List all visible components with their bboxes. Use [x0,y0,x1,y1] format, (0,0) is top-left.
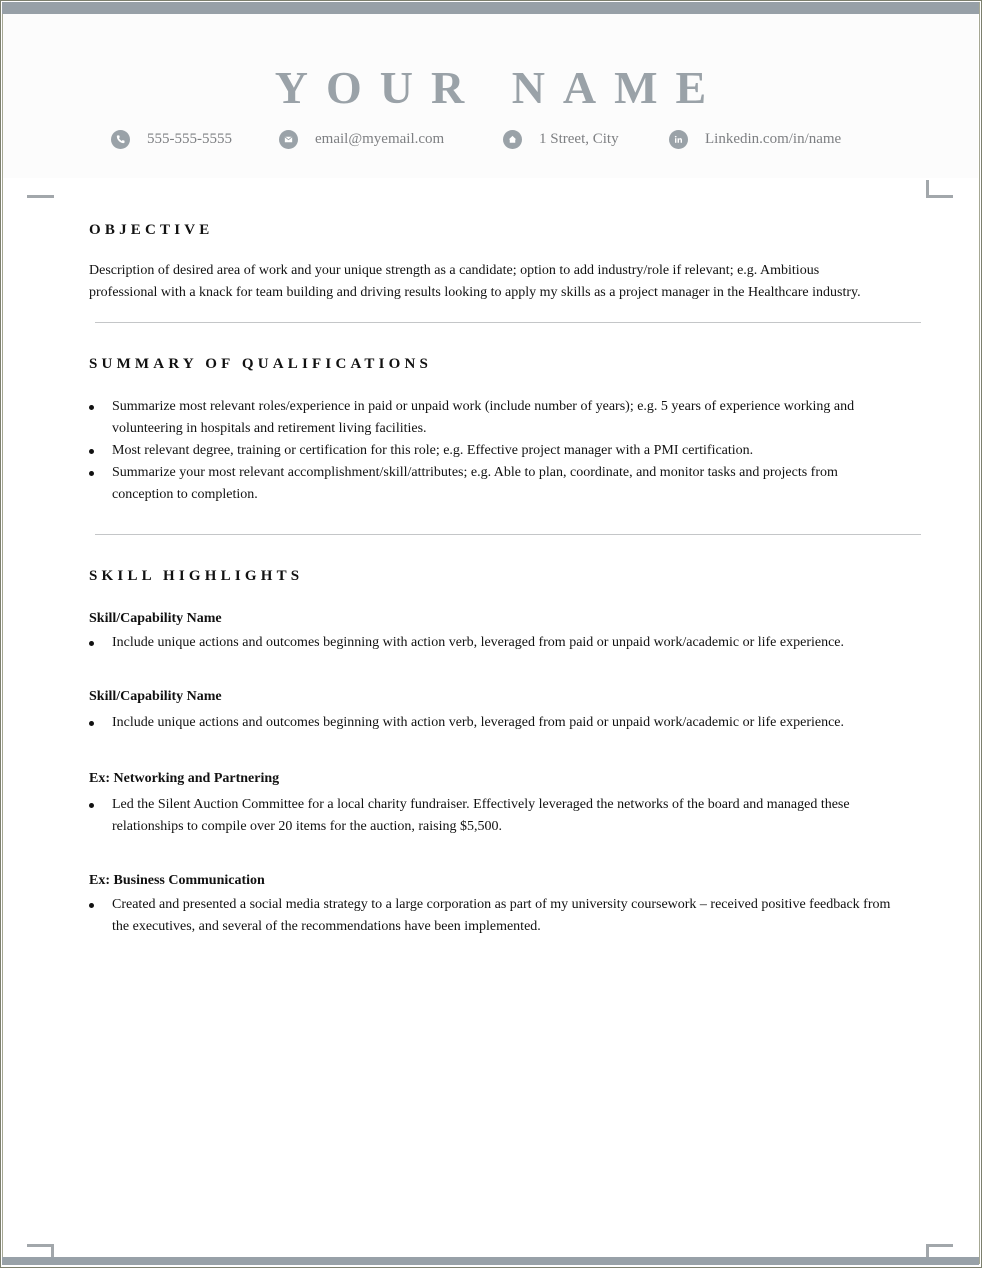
bullet-icon [89,803,94,808]
contact-address [503,127,619,151]
summary-list [89,396,889,506]
list-item-text: Led the Silent Auction Committee for a local charity fundraiser. Effectively leveraged the networks of the board and managed these relationships to compile over 20 items for the auction, raising $5,500. [112,797,850,834]
bullet-icon [89,449,94,454]
contact-phone [111,127,232,151]
phone-icon [111,130,130,149]
skill-list [89,894,899,938]
candidate-name: YOUR NAME [274,62,725,113]
list-item-text: Include unique actions and outcomes beginning with action verb, leveraged from paid or unpaid work/academic or life experience. [112,635,845,650]
objective-line: professional with a knack for team building and driving results looking to apply my skills as a project manager in the Healthcare industry. [89,285,861,300]
top-accent-band [2,2,979,14]
skill-name: Ex: Business Communication [89,873,265,888]
skill-name: Skill/Capability Name [89,611,222,626]
list-item [89,632,899,654]
bottom-accent-band [2,1257,979,1265]
section-divider [95,534,921,535]
bullet-icon [89,405,94,410]
summary-heading: SUMMARY OF QUALIFICATIONS [89,356,433,372]
list-item [89,712,899,734]
list-item [89,440,889,462]
crop-mark-bottom-left [27,1244,54,1247]
home-icon [503,130,522,149]
skill-list [89,632,899,654]
crop-mark-top-left [27,195,54,198]
objective-heading: OBJECTIVE [89,222,214,238]
list-item-text: Summarize most relevant roles/experience in paid or unpaid work (include number of years); e.g. 5 years of experience working and volunteering in hospitals and retirement living facilities. [112,399,855,436]
skill-name: Ex: Networking and Partnering [89,771,280,786]
skill-list [89,794,899,838]
skills-heading: SKILL HIGHLIGHTS [89,568,304,584]
email-text: email@myemail.com [315,130,445,147]
bullet-icon [89,641,94,646]
bullet-icon [89,903,94,908]
linkedin-text: Linkedin.com/in/name [705,130,842,147]
linkedin-icon [669,130,688,149]
resume-header [3,14,978,178]
bullet-icon [89,471,94,476]
bullet-icon [89,721,94,726]
crop-mark-bottom-right [926,1244,953,1247]
objective-line: Description of desired area of work and your unique strength as a candidate; option to add industry/role if relevant; e.g. Ambitious [89,263,820,278]
skill-list [89,712,899,734]
list-item [89,462,889,506]
contact-linkedin [669,127,841,151]
list-item [89,794,899,838]
phone-text: 555-555-5555 [147,130,232,147]
list-item-text: Summarize your most relevant accomplishment/skill/attributes; e.g. Able to plan, coordinate, and monitor tasks and projects from conception to completion. [112,465,838,502]
objective-text [89,260,909,304]
skill-name: Skill/Capability Name [89,689,222,704]
crop-mark-top-right-h [926,195,953,198]
list-item-text: Most relevant degree, training or certification for this role; e.g. Effective project manager with a PMI certification. [112,443,754,458]
contact-email [279,127,444,151]
list-item [89,396,889,440]
list-item [89,894,899,938]
list-item-text: Include unique actions and outcomes beginning with action verb, leveraged from paid or unpaid work/academic or life experience. [112,715,845,730]
email-icon [279,130,298,149]
address-text: 1 Street, City [539,130,619,147]
list-item-text: Created and presented a social media strategy to a large corporation as part of my university coursework – received positive feedback from the executives, and several of the recommendations have been implemented. [112,897,891,934]
section-divider [95,322,921,323]
